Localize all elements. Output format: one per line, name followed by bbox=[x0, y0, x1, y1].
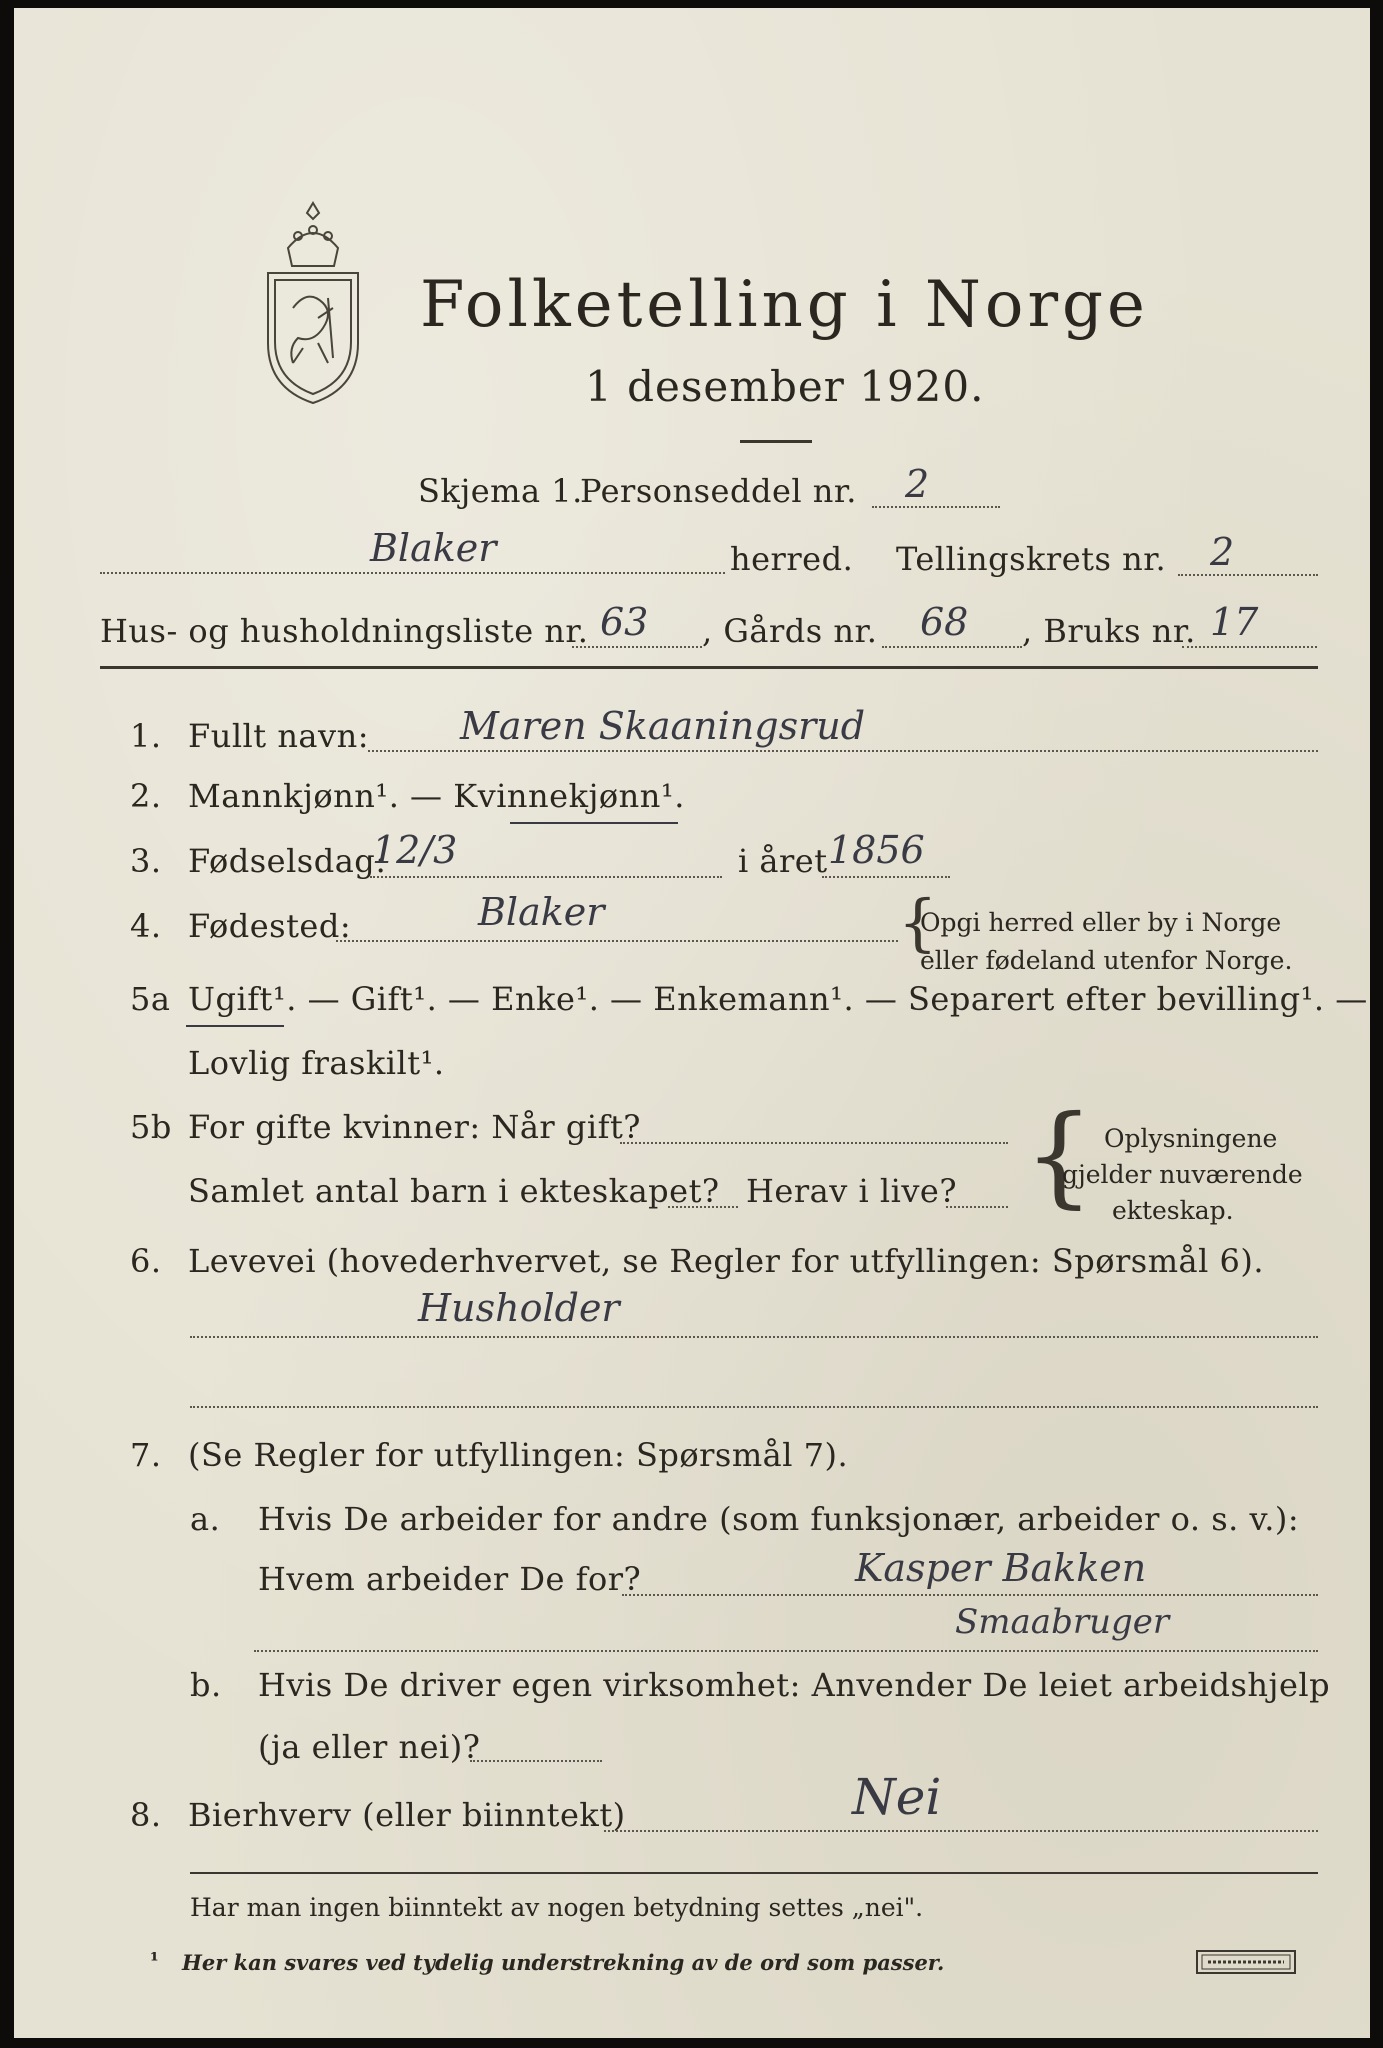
footer-note: Har man ingen biinntekt av nogen betydning settes „nei". bbox=[190, 1893, 924, 1922]
occupation-value[interactable]: Husholder bbox=[418, 1286, 620, 1330]
q5a-underline-ugift bbox=[186, 1025, 284, 1027]
q5b-note-line2: gjelder nuværende bbox=[1062, 1160, 1303, 1189]
q7a-line-extra bbox=[254, 1650, 1318, 1652]
q3-label: Fødselsdag: bbox=[188, 842, 387, 880]
q7b-line bbox=[470, 1760, 602, 1762]
gards-label: , Gårds nr. bbox=[702, 612, 878, 650]
q4-label: Fødested: bbox=[188, 907, 352, 945]
q1-label: Fullt navn: bbox=[188, 717, 369, 755]
q3-year-line bbox=[822, 876, 950, 878]
employer-extra-value[interactable]: Smaabruger bbox=[955, 1602, 1170, 1642]
q5b-married-line bbox=[620, 1142, 1008, 1144]
q3-year-label: i året bbox=[738, 842, 828, 880]
bruks-label: , Bruks nr. bbox=[1022, 612, 1196, 650]
q7a-letter: a. bbox=[190, 1500, 221, 1538]
q5b-line1: For gifte kvinner: Når gift? bbox=[188, 1108, 641, 1146]
personseddel-value[interactable]: 2 bbox=[905, 462, 930, 506]
birthplace-value[interactable]: Blaker bbox=[478, 890, 605, 934]
q8-line bbox=[604, 1830, 1318, 1832]
q4-number: 4. bbox=[130, 907, 162, 945]
q5b-line2a: Samlet antal barn i ekteskapet? bbox=[188, 1172, 720, 1210]
skjema-label: Skjema 1. bbox=[418, 472, 583, 510]
side-income-value[interactable]: Nei bbox=[852, 1768, 942, 1826]
q7b-line1: Hvis De driver egen virksomhet: Anvender De leiet arbeidshjelp bbox=[258, 1666, 1331, 1704]
q6-label: Levevei (hovederhvervet, se Regler for utfyllingen: Spørsmål 6). bbox=[188, 1242, 1265, 1280]
footer-divider bbox=[190, 1872, 1318, 1874]
q5b-line2b: Herav i live? bbox=[746, 1172, 958, 1210]
q5b-note-line3: ekteskap. bbox=[1112, 1196, 1234, 1225]
bruks-line bbox=[1182, 646, 1317, 648]
hus-value[interactable]: 63 bbox=[600, 600, 649, 644]
q2-underline-kvinnekjonn bbox=[510, 822, 678, 824]
herred-label: herred. bbox=[730, 540, 854, 578]
q4-brace: { bbox=[898, 886, 938, 959]
q8-number: 8. bbox=[130, 1796, 162, 1834]
q5b-alive-line bbox=[946, 1206, 1008, 1208]
tellingskrets-value[interactable]: 2 bbox=[1210, 530, 1235, 574]
footnote-mark: ¹ bbox=[150, 1948, 159, 1972]
q5a-line2: Lovlig fraskilt¹. bbox=[188, 1044, 445, 1082]
q7b-letter: b. bbox=[190, 1666, 222, 1704]
form-title: Folketelling i Norge bbox=[420, 268, 1149, 342]
census-date: 1 desember 1920. bbox=[585, 362, 985, 411]
q1-line bbox=[368, 750, 1318, 752]
hus-line bbox=[572, 646, 702, 648]
hus-label: Hus- og husholdningsliste nr. bbox=[100, 612, 589, 650]
q5a-number: 5a bbox=[130, 980, 171, 1018]
section-divider bbox=[100, 666, 1318, 669]
tellingskrets-line bbox=[1178, 574, 1318, 576]
q2-number: 2. bbox=[130, 777, 162, 815]
birth-year-value[interactable]: 1856 bbox=[828, 828, 925, 872]
q6-line2 bbox=[190, 1406, 1318, 1408]
q3-day-line bbox=[370, 876, 722, 878]
q3-number: 3. bbox=[130, 842, 162, 880]
q6-line1 bbox=[190, 1336, 1318, 1338]
gards-value[interactable]: 68 bbox=[920, 600, 969, 644]
footnote-text: Her kan svares ved tydelig understrekning av de ord som passer. bbox=[182, 1950, 945, 1975]
bruks-value[interactable]: 17 bbox=[1210, 600, 1259, 644]
q7-number: 7. bbox=[130, 1436, 162, 1474]
q8-label: Bierhverv (eller biinntekt) bbox=[188, 1796, 626, 1834]
birth-day-value[interactable]: 12/3 bbox=[372, 828, 458, 872]
q6-number: 6. bbox=[130, 1242, 162, 1280]
q7-label: (Se Regler for utfyllingen: Spørsmål 7). bbox=[188, 1436, 849, 1474]
coat-of-arms-icon bbox=[258, 198, 368, 410]
employer-value[interactable]: Kasper Bakken bbox=[855, 1546, 1147, 1590]
q4-note-line2: eller fødeland utenfor Norge. bbox=[920, 946, 1293, 975]
q7a-line-employer bbox=[622, 1594, 1318, 1596]
q7a-line1: Hvis De arbeider for andre (som funksjonær, arbeider o. s. v.): bbox=[258, 1500, 1300, 1538]
q7a-line2: Hvem arbeider De for? bbox=[258, 1560, 642, 1598]
q1-number: 1. bbox=[130, 717, 162, 755]
title-divider bbox=[740, 440, 812, 443]
full-name-value[interactable]: Maren Skaaningsrud bbox=[460, 704, 866, 748]
tellingskrets-label: Tellingskrets nr. bbox=[896, 540, 1167, 578]
q2-label: Mannkjønn¹. — Kvinnekjønn¹. bbox=[188, 777, 685, 815]
q5b-children-line bbox=[668, 1206, 738, 1208]
gards-line bbox=[882, 646, 1022, 648]
printer-stamp-icon bbox=[1196, 1950, 1296, 1974]
q5b-brace: { bbox=[1024, 1091, 1094, 1219]
q5a-line1: Ugift¹. — Gift¹. — Enke¹. — Enkemann¹. — Separert efter bevilling¹. — bbox=[188, 980, 1368, 1018]
personseddel-label: Personseddel nr. bbox=[580, 472, 857, 510]
personseddel-line bbox=[872, 506, 1000, 508]
q4-note-line1: Opgi herred eller by i Norge bbox=[920, 908, 1282, 937]
herred-value[interactable]: Blaker bbox=[370, 526, 497, 570]
q4-line bbox=[336, 940, 898, 942]
herred-line bbox=[100, 572, 725, 574]
q7b-line2: (ja eller nei)? bbox=[258, 1728, 481, 1766]
q5b-note-line1: Oplysningene bbox=[1104, 1124, 1278, 1153]
q5b-number: 5b bbox=[130, 1108, 172, 1146]
